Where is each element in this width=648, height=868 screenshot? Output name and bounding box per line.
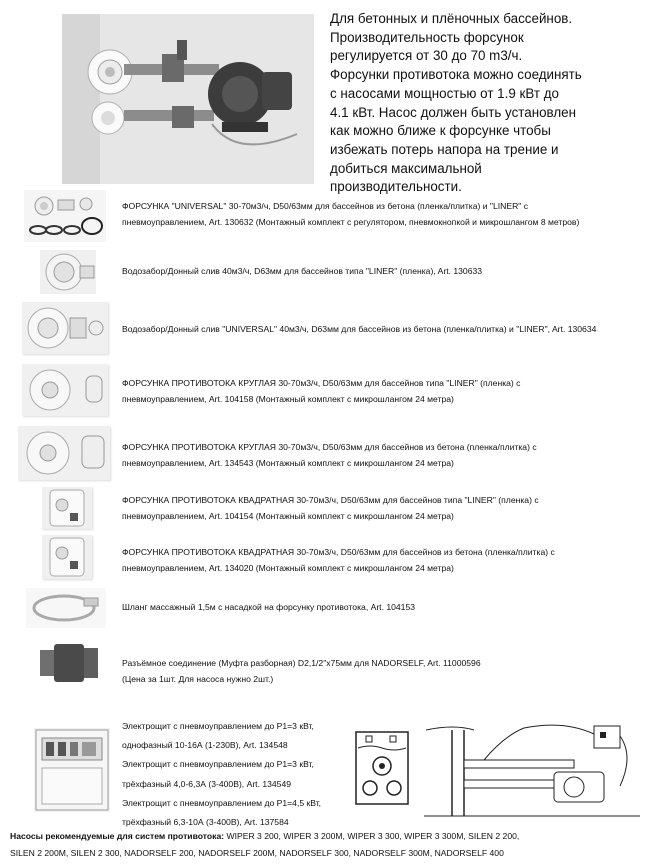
product-description-square-jet-liner <box>122 493 539 524</box>
intro-line: регулируется от 30 до 70 m3/ч. <box>330 48 523 64</box>
product-line: ФОРСУНКА "UNIVERSAL" 30-70м3/ч, D50/63мм для бассейнов из бетона (пленка/плитка) и "LINER" с <box>122 201 529 211</box>
intro-line: как можно ближе к форсунке чтобы <box>330 123 551 139</box>
product-line: ФОРСУНКА ПРОТИВОТОКА КРУГЛАЯ 30-70м3/ч, D50/63мм для бассейнов из бетона (пленка/плитка) с <box>122 442 537 452</box>
product-line: Водозабор/Донный слив "UNIVERSAL" 40м3/ч, D63мм для бассейнов из бетона (пленка/плитка) и "LINER", Art. 130634 <box>122 324 597 334</box>
massage-hose-image <box>26 588 106 628</box>
intro-line: избежать потерь напора на трение и <box>330 141 559 157</box>
electrical-line: трёхфазный 6,3-10А (3-400В), Art. 137584 <box>122 817 289 828</box>
recommended-pumps-label: Насосы рекомендуемые для систем противотока: <box>10 831 225 841</box>
electrical-line: Электрощит с пневмоуправлением до P1=3 кВт, <box>122 721 314 731</box>
electrical-line: трёхфазный 4,0-6,3А (3-400В), Art. 134549 <box>122 778 292 789</box>
installation-diagram <box>424 716 640 820</box>
intro-text <box>330 10 630 197</box>
square-jet-concrete-image <box>42 535 92 579</box>
product-description-square-jet-concrete <box>122 545 555 576</box>
electrical-line: однофазный 10-16А (1-230В), Art. 134548 <box>122 740 288 751</box>
product-description-union-coupling <box>122 656 481 687</box>
product-line: пневмоуправлением, Art. 130632 (Монтажный комплект с регулятором, пневмокнопкой и микрошлангом 8 метров) <box>122 216 580 227</box>
pump-installation-photo <box>62 14 314 184</box>
round-jet-concrete-image <box>18 426 110 480</box>
product-line: Разъёмное соединение (Муфта разборная) D2,1/2"х75мм для NADORSELF, Art. 11000596 <box>122 658 481 668</box>
product-line: Шланг массажный 1,5м с насадкой на форсунку противотока, Art. 104153 <box>122 602 416 612</box>
product-line: ФОРСУНКА ПРОТИВОТОКА КРУГЛАЯ 30-70м3/ч, D50/63мм для бассейнов типа "LINER" (пленка) с <box>122 378 521 388</box>
intro-line: Форсунки противотока можно соединять <box>330 67 582 83</box>
intro-line: производительности. <box>330 179 462 195</box>
intro-line: Производительность форсунок <box>330 29 524 45</box>
product-line: Водозабор/Донный слив 40м3/ч, D63мм для бассейнов типа "LINER" (пленка), Art. 130633 <box>122 266 483 276</box>
product-description-round-jet-liner <box>122 376 520 407</box>
pump-illustration <box>62 14 314 184</box>
drain-universal-image <box>22 302 108 354</box>
universal-jet-kit-image <box>24 190 106 242</box>
product-description-universal-jet <box>122 199 579 230</box>
jet-front-diagram <box>352 728 412 808</box>
product-line: пневмоуправлением, Art. 134543 (Монтажный комплект с микрошлангом 24 метра) <box>122 457 454 468</box>
electrical-line: Электрощит с пневмоуправлением до P1=4,5 кВт, <box>122 797 322 808</box>
product-description-drain-liner <box>122 264 482 280</box>
intro-line: с насосами мощностью от 1.9 кВт до <box>330 85 559 101</box>
product-description-massage-hose <box>122 600 415 616</box>
product-line: пневмоуправлением, Art. 134020 (Монтажный комплект с микрошлангом 24 метра) <box>122 562 454 573</box>
recommended-pumps-list-2: SILEN 2 200M, SILEN 2 300, NADORSELF 200, NADORSELF 200M, NADORSELF 300, NADORSELF 300M, NADORSELF 400 <box>10 848 504 858</box>
intro-line: Для бетонных и плёночных бассейнов. <box>330 11 573 26</box>
product-line: пневмоуправлением, Art. 104158 (Монтажный комплект с микрошлангом 24 метра) <box>122 393 454 404</box>
product-line: (Цена за 1шт. Для насоса нужно 2шт.) <box>122 673 274 684</box>
union-coupling-image <box>38 638 102 688</box>
square-jet-liner-image <box>42 487 92 529</box>
electrical-panel-list <box>122 717 352 832</box>
product-line: пневмоуправлением, Art. 104154 (Монтажный комплект с микрошлангом 24 метра) <box>122 510 454 521</box>
product-line: ФОРСУНКА ПРОТИВОТОКА КВАДРАТНАЯ 30-70м3/ч, D50/63мм для бассейнов типа "LINER" (пленка) с <box>122 495 539 505</box>
recommended-pumps <box>10 828 640 862</box>
product-description-drain-universal <box>122 322 596 338</box>
round-jet-liner-image <box>22 364 108 416</box>
product-description-round-jet-concrete <box>122 440 537 471</box>
intro-line: 4.1 кВт. Насос должен быть установлен <box>330 104 576 120</box>
electrical-panel-image <box>34 728 110 812</box>
recommended-pumps-list-1: WIPER 3 200, WIPER 3 200M, WIPER 3 300, WIPER 3 300M, SILEN 2 200, <box>224 831 520 841</box>
drain-liner-image <box>40 250 96 294</box>
recommended-pumps-line-1 <box>10 828 640 845</box>
electrical-line: Электрощит с пневмоуправлением до P1=3 кВт, <box>122 759 314 770</box>
product-line: ФОРСУНКА ПРОТИВОТОКА КВАДРАТНАЯ 30-70м3/ч, D50/63мм для бассейнов из бетона (пленка/плитка) с <box>122 547 555 557</box>
intro-line: добиться максимальной <box>330 160 482 176</box>
